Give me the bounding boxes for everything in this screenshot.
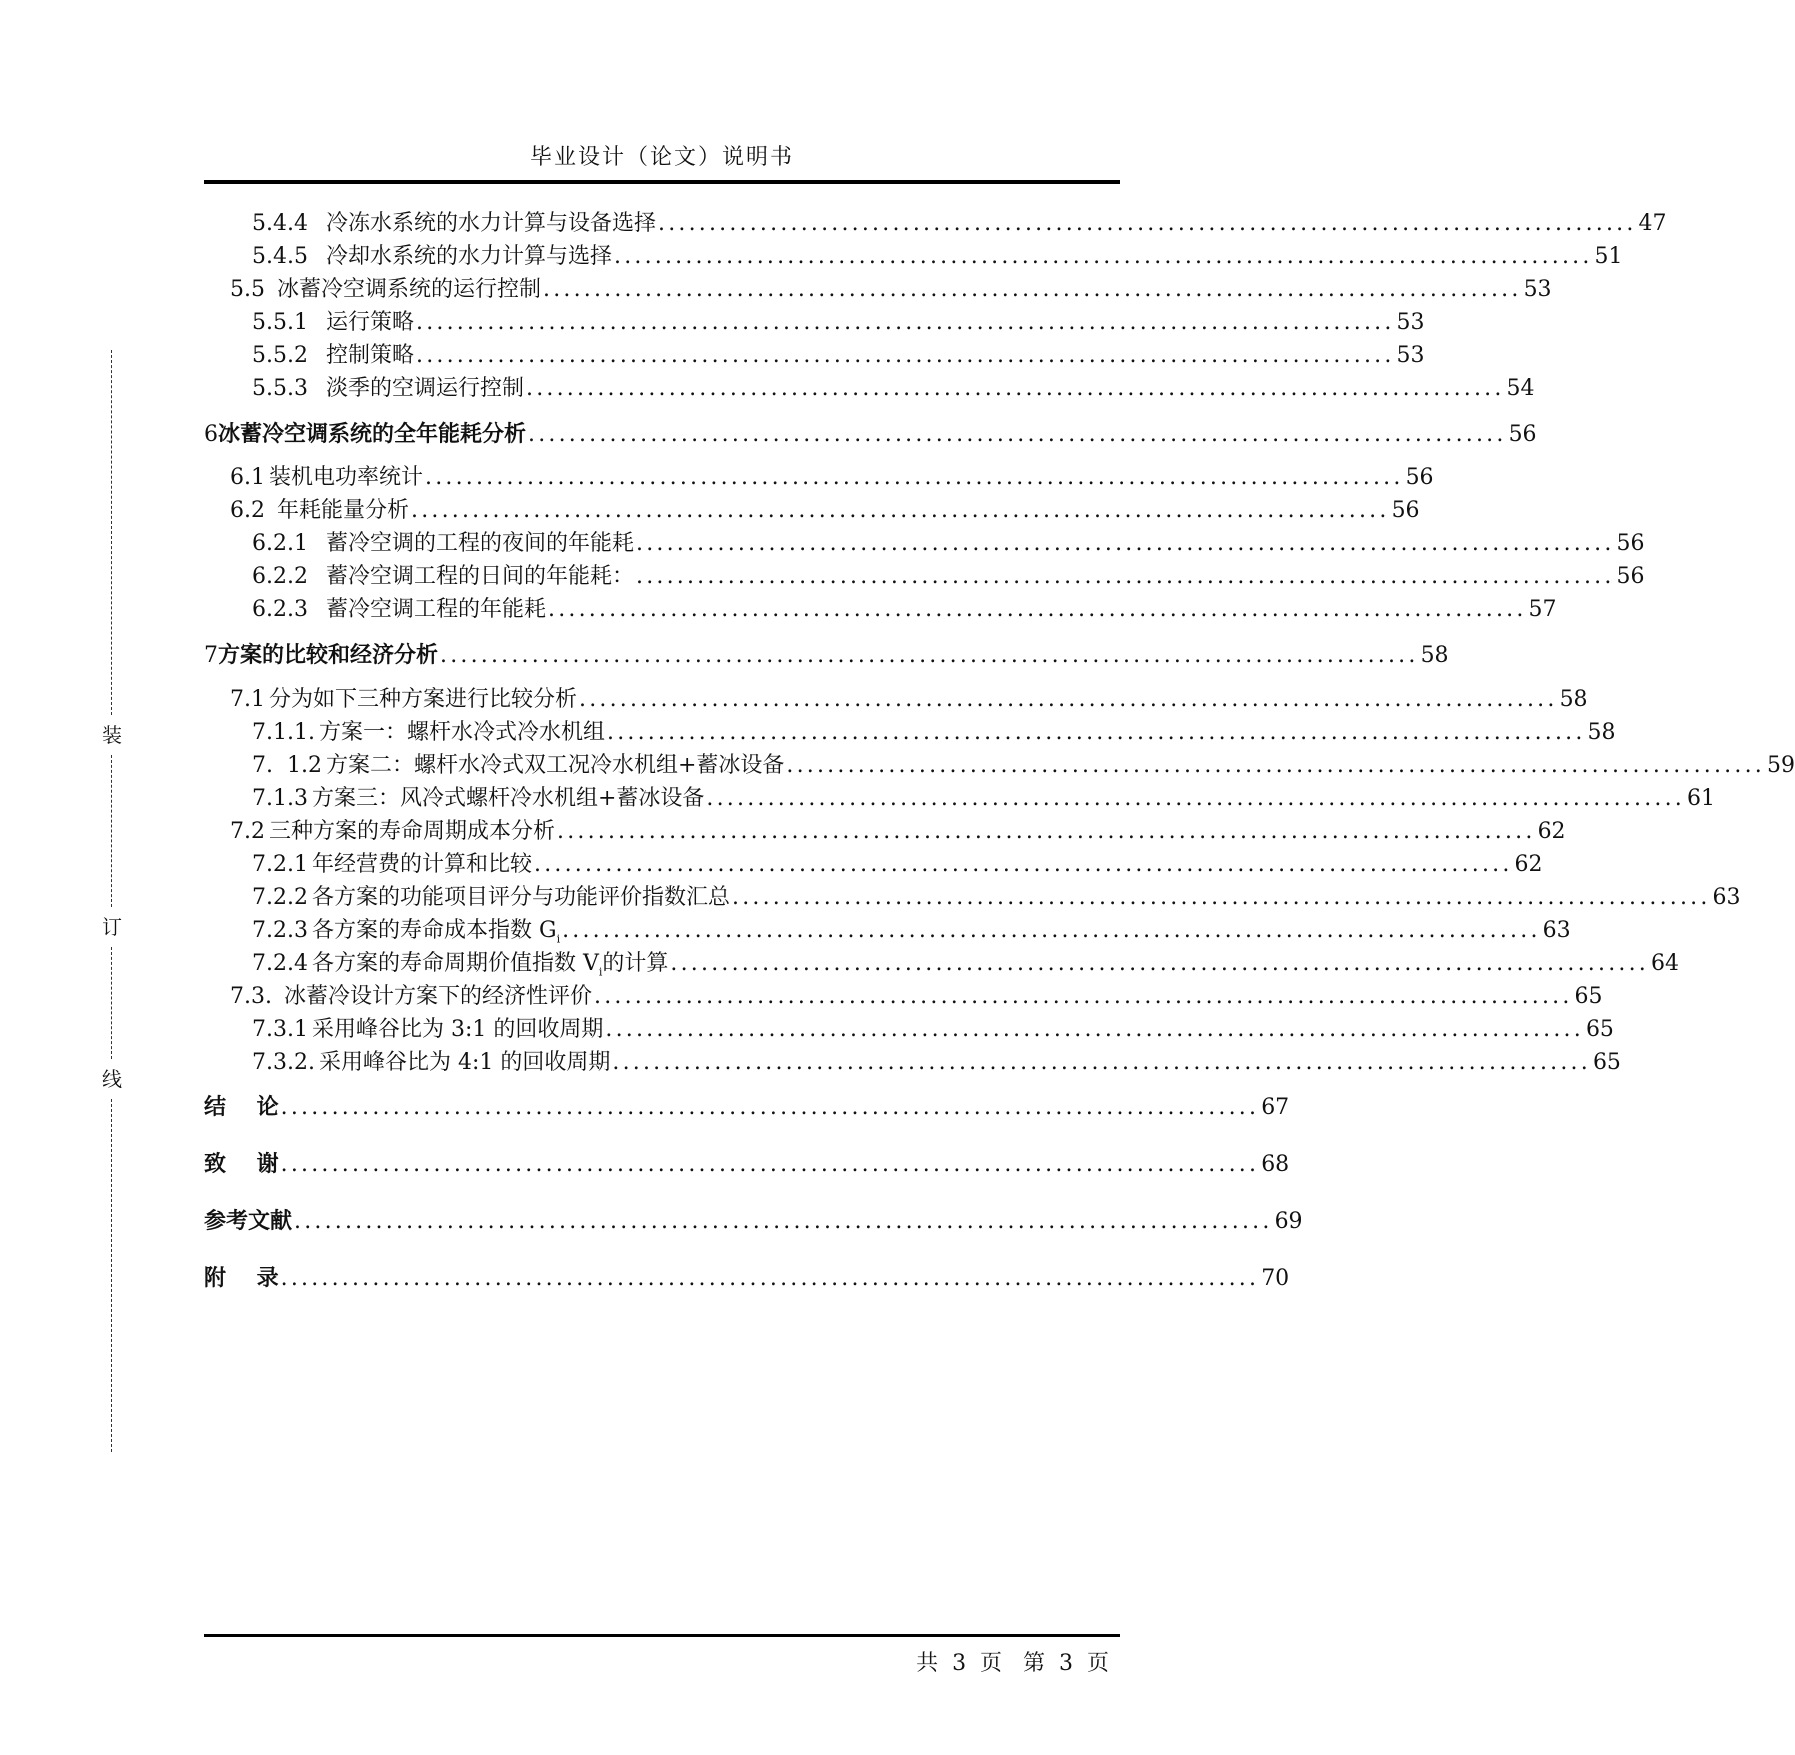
- toc-leader-dots: ................................................................................................: [636, 564, 1615, 589]
- toc-entry-number: 7.1.3: [252, 786, 308, 811]
- toc-entry-title: 淡季的空调运行控制: [325, 376, 524, 401]
- toc-leader-dots: ................................................................................................: [594, 984, 1573, 1009]
- page-header-title: 毕业设计（论文）说明书: [529, 145, 794, 170]
- toc-leader-dots: ................................................................................................: [605, 1017, 1584, 1042]
- toc-entry-title-text: 各方案的寿命成本指数 G: [311, 918, 557, 943]
- toc-entry-number: 6.1: [230, 465, 265, 490]
- subscript: i: [598, 965, 603, 979]
- toc-entry[interactable]: [252, 528, 1645, 560]
- toc-leader-dots: ................................................................................................: [280, 1152, 1260, 1177]
- toc-entry-title: 冷冻水系统的水力计算与设备选择: [325, 211, 656, 236]
- toc-leader-dots: ................................................................................................: [411, 498, 1390, 523]
- toc-entry-title: 采用峰谷比为 4:1 的回收周期: [318, 1050, 611, 1075]
- toc-entry[interactable]: [252, 915, 1571, 947]
- toc-entry-title: 分为如下三种方案进行比较分析: [269, 687, 578, 712]
- toc-entry-title: 年经营费的计算和比较: [311, 852, 532, 877]
- toc-section-references[interactable]: [204, 1206, 1303, 1238]
- subscript: i: [556, 932, 561, 946]
- toc-entry-title: 冰蓄冷设计方案下的经济性评价: [283, 984, 592, 1009]
- toc-entry-page: 58: [1420, 643, 1449, 668]
- toc-entry-title-text: 的计算: [602, 951, 669, 976]
- toc-entry-number: 7.2.1: [252, 852, 308, 877]
- toc-entry[interactable]: [252, 561, 1645, 593]
- toc-entry-title: 方案三：风冷式螺杆冷水机组+蓄冰设备: [311, 786, 705, 811]
- toc-entry[interactable]: [252, 717, 1616, 749]
- toc-leader-dots: ................................................................................................: [732, 885, 1711, 910]
- toc-leader-dots: ................................................................................................: [294, 1209, 1273, 1234]
- toc-entry[interactable]: [252, 241, 1623, 273]
- toc-entry-number: 6.2: [230, 498, 265, 523]
- toc-entry-title: 年耗能量分析: [277, 498, 410, 523]
- toc-entry-page: 65: [1574, 984, 1603, 1009]
- toc-entry-number: 5.4.5: [252, 244, 308, 269]
- toc-entry[interactable]: [252, 307, 1425, 339]
- toc-entry-page: 56: [1616, 531, 1645, 556]
- toc-leader-dots: ................................................................................................: [440, 643, 1419, 668]
- binding-char-ding: 订: [102, 915, 122, 939]
- toc-entry-number: 7.2.4: [252, 951, 308, 976]
- toc-entry-number: 7.2: [230, 819, 265, 844]
- toc-entry[interactable]: [230, 981, 1603, 1013]
- toc-leader-dots: ................................................................................................: [612, 1050, 1591, 1075]
- toc-entry[interactable]: [252, 750, 1795, 782]
- toc-section-acknowledgements[interactable]: [204, 1149, 1290, 1181]
- toc-entry-number: 7.2.2: [252, 885, 308, 910]
- toc-entry-title: 方案的比较和经济分析: [218, 642, 439, 668]
- binding-char-zhuang: 装: [102, 723, 122, 747]
- toc-entry-page: 59: [1766, 753, 1795, 778]
- toc-entry-page: 54: [1506, 376, 1535, 401]
- toc-leader-dots: ................................................................................................: [526, 376, 1505, 401]
- toc-entry-title: 方案一：螺杆水冷式冷水机组: [318, 720, 605, 745]
- toc-entry-page: 61: [1686, 786, 1715, 811]
- toc-leader-dots: ................................................................................................: [557, 819, 1536, 844]
- toc-leader-dots: ................................................................................................: [534, 852, 1513, 877]
- toc-entry-title: 控制策略: [325, 343, 414, 368]
- toc-entry[interactable]: [252, 373, 1535, 405]
- binding-margin: [100, 350, 124, 1452]
- toc-entry-title: 运行策略: [325, 310, 414, 335]
- toc-leader-dots: ................................................................................................: [670, 951, 1649, 976]
- toc-entry-number: 6.2.1: [252, 531, 308, 556]
- page-footer: 共 3 页 第 3 页: [916, 1651, 1109, 1676]
- binding-dash: [111, 350, 112, 715]
- binding-dash: [111, 1099, 112, 1452]
- toc-entry[interactable]: [230, 462, 1434, 494]
- toc-entry[interactable]: [252, 783, 1715, 815]
- toc-entry[interactable]: [252, 948, 1679, 980]
- toc-leader-dots: ................................................................................................: [543, 277, 1522, 302]
- toc-entry-page: 57: [1528, 597, 1557, 622]
- toc-entry[interactable]: [230, 684, 1588, 716]
- footer-rule: [204, 1634, 1120, 1637]
- toc-entry-page: 70: [1261, 1266, 1290, 1291]
- toc-entry-page: 53: [1523, 277, 1552, 302]
- toc-chapter[interactable]: [204, 418, 1537, 450]
- toc-leader-dots: ................................................................................................: [658, 211, 1637, 236]
- toc-entry[interactable]: [252, 849, 1543, 881]
- toc-entry-number: 7.3.: [230, 984, 272, 1009]
- header-rule: [204, 180, 1120, 184]
- toc-entry[interactable]: [252, 1014, 1614, 1046]
- toc-entry[interactable]: [230, 495, 1420, 527]
- toc-leader-dots: ................................................................................................: [607, 720, 1586, 745]
- toc-entry-number: 5.5.1: [252, 310, 308, 335]
- toc-entry-title: 各方案的功能项目评分与功能评价指数汇总: [311, 885, 730, 910]
- toc-entry-number: 6.2.3: [252, 597, 308, 622]
- toc-entry-title: 附 录: [204, 1266, 279, 1291]
- toc-entry-page: 62: [1537, 819, 1566, 844]
- toc-entry-page: 51: [1594, 244, 1623, 269]
- toc-leader-dots: ................................................................................................: [528, 422, 1507, 447]
- toc-entry-page: 65: [1585, 1017, 1614, 1042]
- toc-section-appendix[interactable]: [204, 1263, 1290, 1295]
- toc-entry-number: 5.5.2: [252, 343, 308, 368]
- toc-entry-number: 7.3.2.: [252, 1050, 315, 1075]
- toc-leader-dots: ................................................................................................: [636, 531, 1615, 556]
- toc-entry-page: 62: [1514, 852, 1543, 877]
- toc-entry-page: 56: [1391, 498, 1420, 523]
- toc-entry-page: 69: [1274, 1209, 1303, 1234]
- toc-entry-page: 58: [1587, 720, 1616, 745]
- toc-leader-dots: ................................................................................................: [614, 244, 1593, 269]
- toc-entry-number: 7.2.3: [252, 918, 308, 943]
- toc-entry-number: 5.5.3: [252, 376, 308, 401]
- toc-entry-page: 65: [1592, 1050, 1621, 1075]
- toc-entry-page: 53: [1396, 310, 1425, 335]
- toc-entry-title-text: 各方案的寿命周期价值指数 V: [311, 951, 599, 976]
- toc-entry-title: 蓄冷空调工程的年能耗: [325, 597, 546, 622]
- toc-entry-number: 7.1: [230, 687, 265, 712]
- toc-entry-title: 参考文献: [204, 1209, 293, 1234]
- toc-leader-dots: ................................................................................................: [548, 597, 1527, 622]
- toc-entry-title: [312, 915, 560, 947]
- toc-entry-number: 6: [204, 422, 218, 447]
- toc-entry-title: 蓄冷空调工程的日间的年能耗：: [325, 564, 634, 589]
- binding-char-xian: 线: [102, 1067, 122, 1091]
- toc-entry-page: 56: [1616, 564, 1645, 589]
- toc-entry-page: 68: [1261, 1152, 1290, 1177]
- binding-dash: [111, 755, 112, 907]
- toc-entry-page: 63: [1712, 885, 1741, 910]
- toc-leader-dots: ................................................................................................: [706, 786, 1685, 811]
- toc-entry-title: 结 论: [204, 1095, 279, 1120]
- toc-entry[interactable]: [230, 274, 1552, 306]
- toc-entry-page: 53: [1396, 343, 1425, 368]
- toc-entry-page: 47: [1638, 211, 1667, 236]
- toc-entry[interactable]: [252, 1047, 1621, 1079]
- toc-entry[interactable]: [252, 340, 1425, 372]
- toc-entry-title: 蓄冷空调的工程的夜间的年能耗: [325, 531, 634, 556]
- toc-entry-number: 7.1.1.: [252, 720, 315, 745]
- toc-entry-number: 5.5: [230, 277, 265, 302]
- toc-leader-dots: ................................................................................................: [416, 343, 1395, 368]
- toc-entry-title: 冰蓄冷空调系统的全年能耗分析: [218, 421, 527, 447]
- toc-entry-number: 7. 1.2: [252, 753, 322, 778]
- toc-entry-title: 三种方案的寿命周期成本分析: [269, 819, 556, 844]
- toc-leader-dots: ................................................................................................: [416, 310, 1395, 335]
- toc-entry[interactable]: [252, 594, 1557, 626]
- toc-entry-title: 冷却水系统的水力计算与选择: [325, 244, 612, 269]
- toc-leader-dots: ................................................................................................: [425, 465, 1404, 490]
- toc-entry-page: 67: [1261, 1095, 1290, 1120]
- toc-entry[interactable]: [252, 208, 1667, 240]
- toc-entry[interactable]: [230, 816, 1566, 848]
- toc-entry-title: 采用峰谷比为 3:1 的回收周期: [311, 1017, 604, 1042]
- toc-leader-dots: ................................................................................................: [280, 1266, 1260, 1291]
- toc-entry-number: 6.2.2: [252, 564, 308, 589]
- toc-chapter[interactable]: [204, 639, 1449, 671]
- toc-leader-dots: ................................................................................................: [579, 687, 1558, 712]
- toc-section-conclusion[interactable]: [204, 1092, 1290, 1124]
- toc-entry-page: 58: [1559, 687, 1588, 712]
- toc-entry-page: 56: [1405, 465, 1434, 490]
- toc-leader-dots: ................................................................................................: [786, 753, 1765, 778]
- toc-entry-number: 7: [204, 643, 218, 668]
- toc-entry-title: 方案二：螺杆水冷式双工况冷水机组+蓄冰设备: [325, 753, 785, 778]
- toc-leader-dots: ................................................................................................: [280, 1095, 1260, 1120]
- toc-entry-title: 冰蓄冷空调系统的运行控制: [277, 277, 542, 302]
- toc-entry-title: [312, 948, 668, 980]
- toc-entry-title: 致 谢: [204, 1152, 279, 1177]
- toc-entry[interactable]: [252, 882, 1741, 914]
- toc-entry-number: 7.3.1: [252, 1017, 308, 1042]
- toc-entry-page: 56: [1508, 422, 1537, 447]
- toc-entry-title: 装机电功率统计: [269, 465, 424, 490]
- binding-dash: [111, 947, 112, 1059]
- toc-entry-page: 63: [1542, 918, 1571, 943]
- toc-entry-page: 64: [1650, 951, 1679, 976]
- toc-entry-number: 5.4.4: [252, 211, 308, 236]
- toc-leader-dots: ................................................................................................: [562, 918, 1541, 943]
